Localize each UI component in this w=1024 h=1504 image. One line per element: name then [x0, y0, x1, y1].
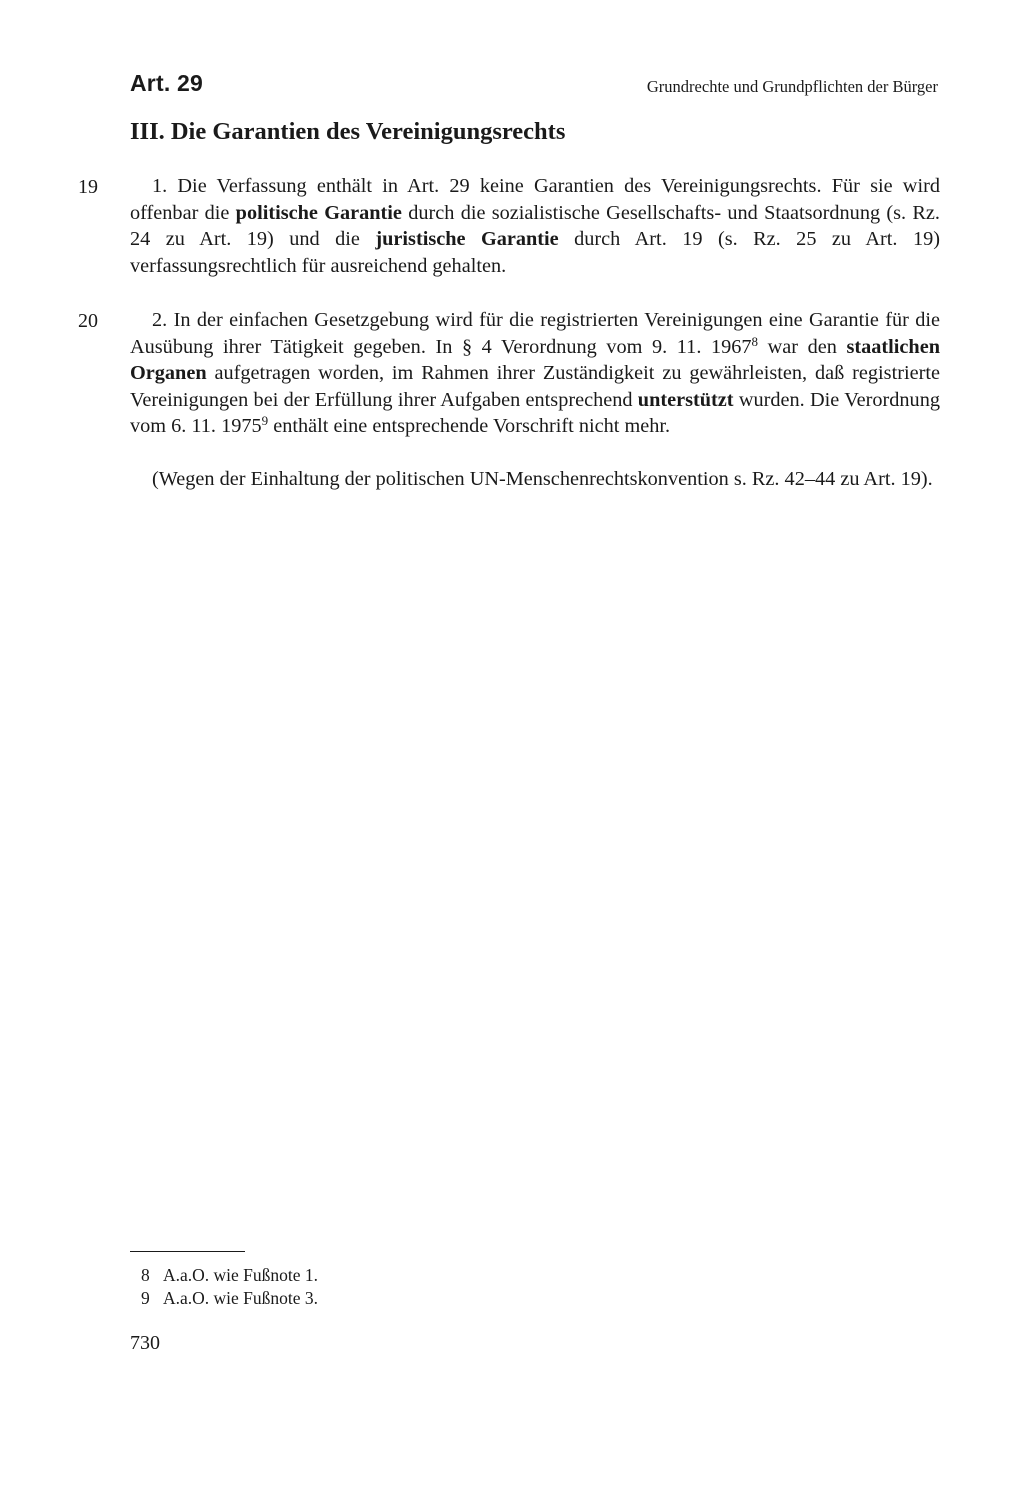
paragraph-text: durch die sozialistische Gesellschafts- und Staatsordnung (s. Rz. 24 zu Art. 19) und die: [130, 201, 940, 251]
paragraph-text: war den: [758, 335, 847, 358]
paragraph-text: durch Art. 19 (s. Rz. 25 zu Art. 19) verfassungsrechtlich für ausreichend gehalten.: [130, 228, 940, 277]
paragraph-note: (Wegen der Einhaltung der politischen UN-Menschenrechtskonvention s. Rz. 42–44 zu Art. 19).: [152, 468, 933, 490]
page-number: 730: [130, 1332, 160, 1354]
footnote-text: A.a.O. wie Fußnote 1.: [163, 1265, 319, 1285]
paragraph-text: wurden. Die Verordnung vom 6. 11. 1975: [130, 388, 940, 438]
footnote: [141, 1287, 318, 1310]
footnote-number: 9: [141, 1288, 150, 1308]
footnotes: [141, 1264, 318, 1310]
paragraph: [130, 307, 940, 440]
emphasis-text: juristische Garantie: [375, 228, 559, 251]
footnote-text: A.a.O. wie Fußnote 3.: [163, 1288, 319, 1308]
paragraph-text: 1. Die Verfassung enthält in Art. 29 keine Garantien des Vereinigungsrechts. Für sie wird offenbar die: [130, 175, 940, 224]
paragraph: [130, 173, 940, 279]
footnote: [141, 1264, 318, 1287]
footnote-reference: 8: [751, 333, 759, 349]
margin-number: 20: [78, 310, 98, 332]
footnote-reference: 9: [261, 413, 269, 429]
margin-number: 19: [78, 176, 98, 198]
emphasis-text: politische Garantie: [235, 201, 402, 224]
emphasis-text: staatlichen Organen: [130, 335, 940, 385]
emphasis-text: unterstützt: [637, 388, 734, 411]
running-head: Grundrechte und Grundpflichten der Bürger: [646, 77, 938, 96]
paragraph-text: 2. In der einfachen Gesetzgebung wird für die registrierten Vereinigungen eine Garantie für die Ausübung ihrer Tätigkeit gegeben. In § 4 Verordnung vom 9. 11. 1967: [130, 309, 940, 358]
section-heading: III. Die Garantien des Vereinigungsrechts: [130, 118, 566, 145]
article-label: Art. 29: [130, 70, 203, 96]
paragraph-text: enthält eine entsprechende Vorschrift nicht mehr.: [268, 415, 671, 438]
paragraph-text: aufgetragen worden, im Rahmen ihrer Zuständigkeit zu gewährleisten, daß registrierte Vereinigungen bei der Erfüllung ihrer Aufgaben entsprechend: [130, 362, 940, 411]
footnote-divider: [130, 1251, 245, 1252]
footnote-number: 8: [141, 1265, 150, 1285]
